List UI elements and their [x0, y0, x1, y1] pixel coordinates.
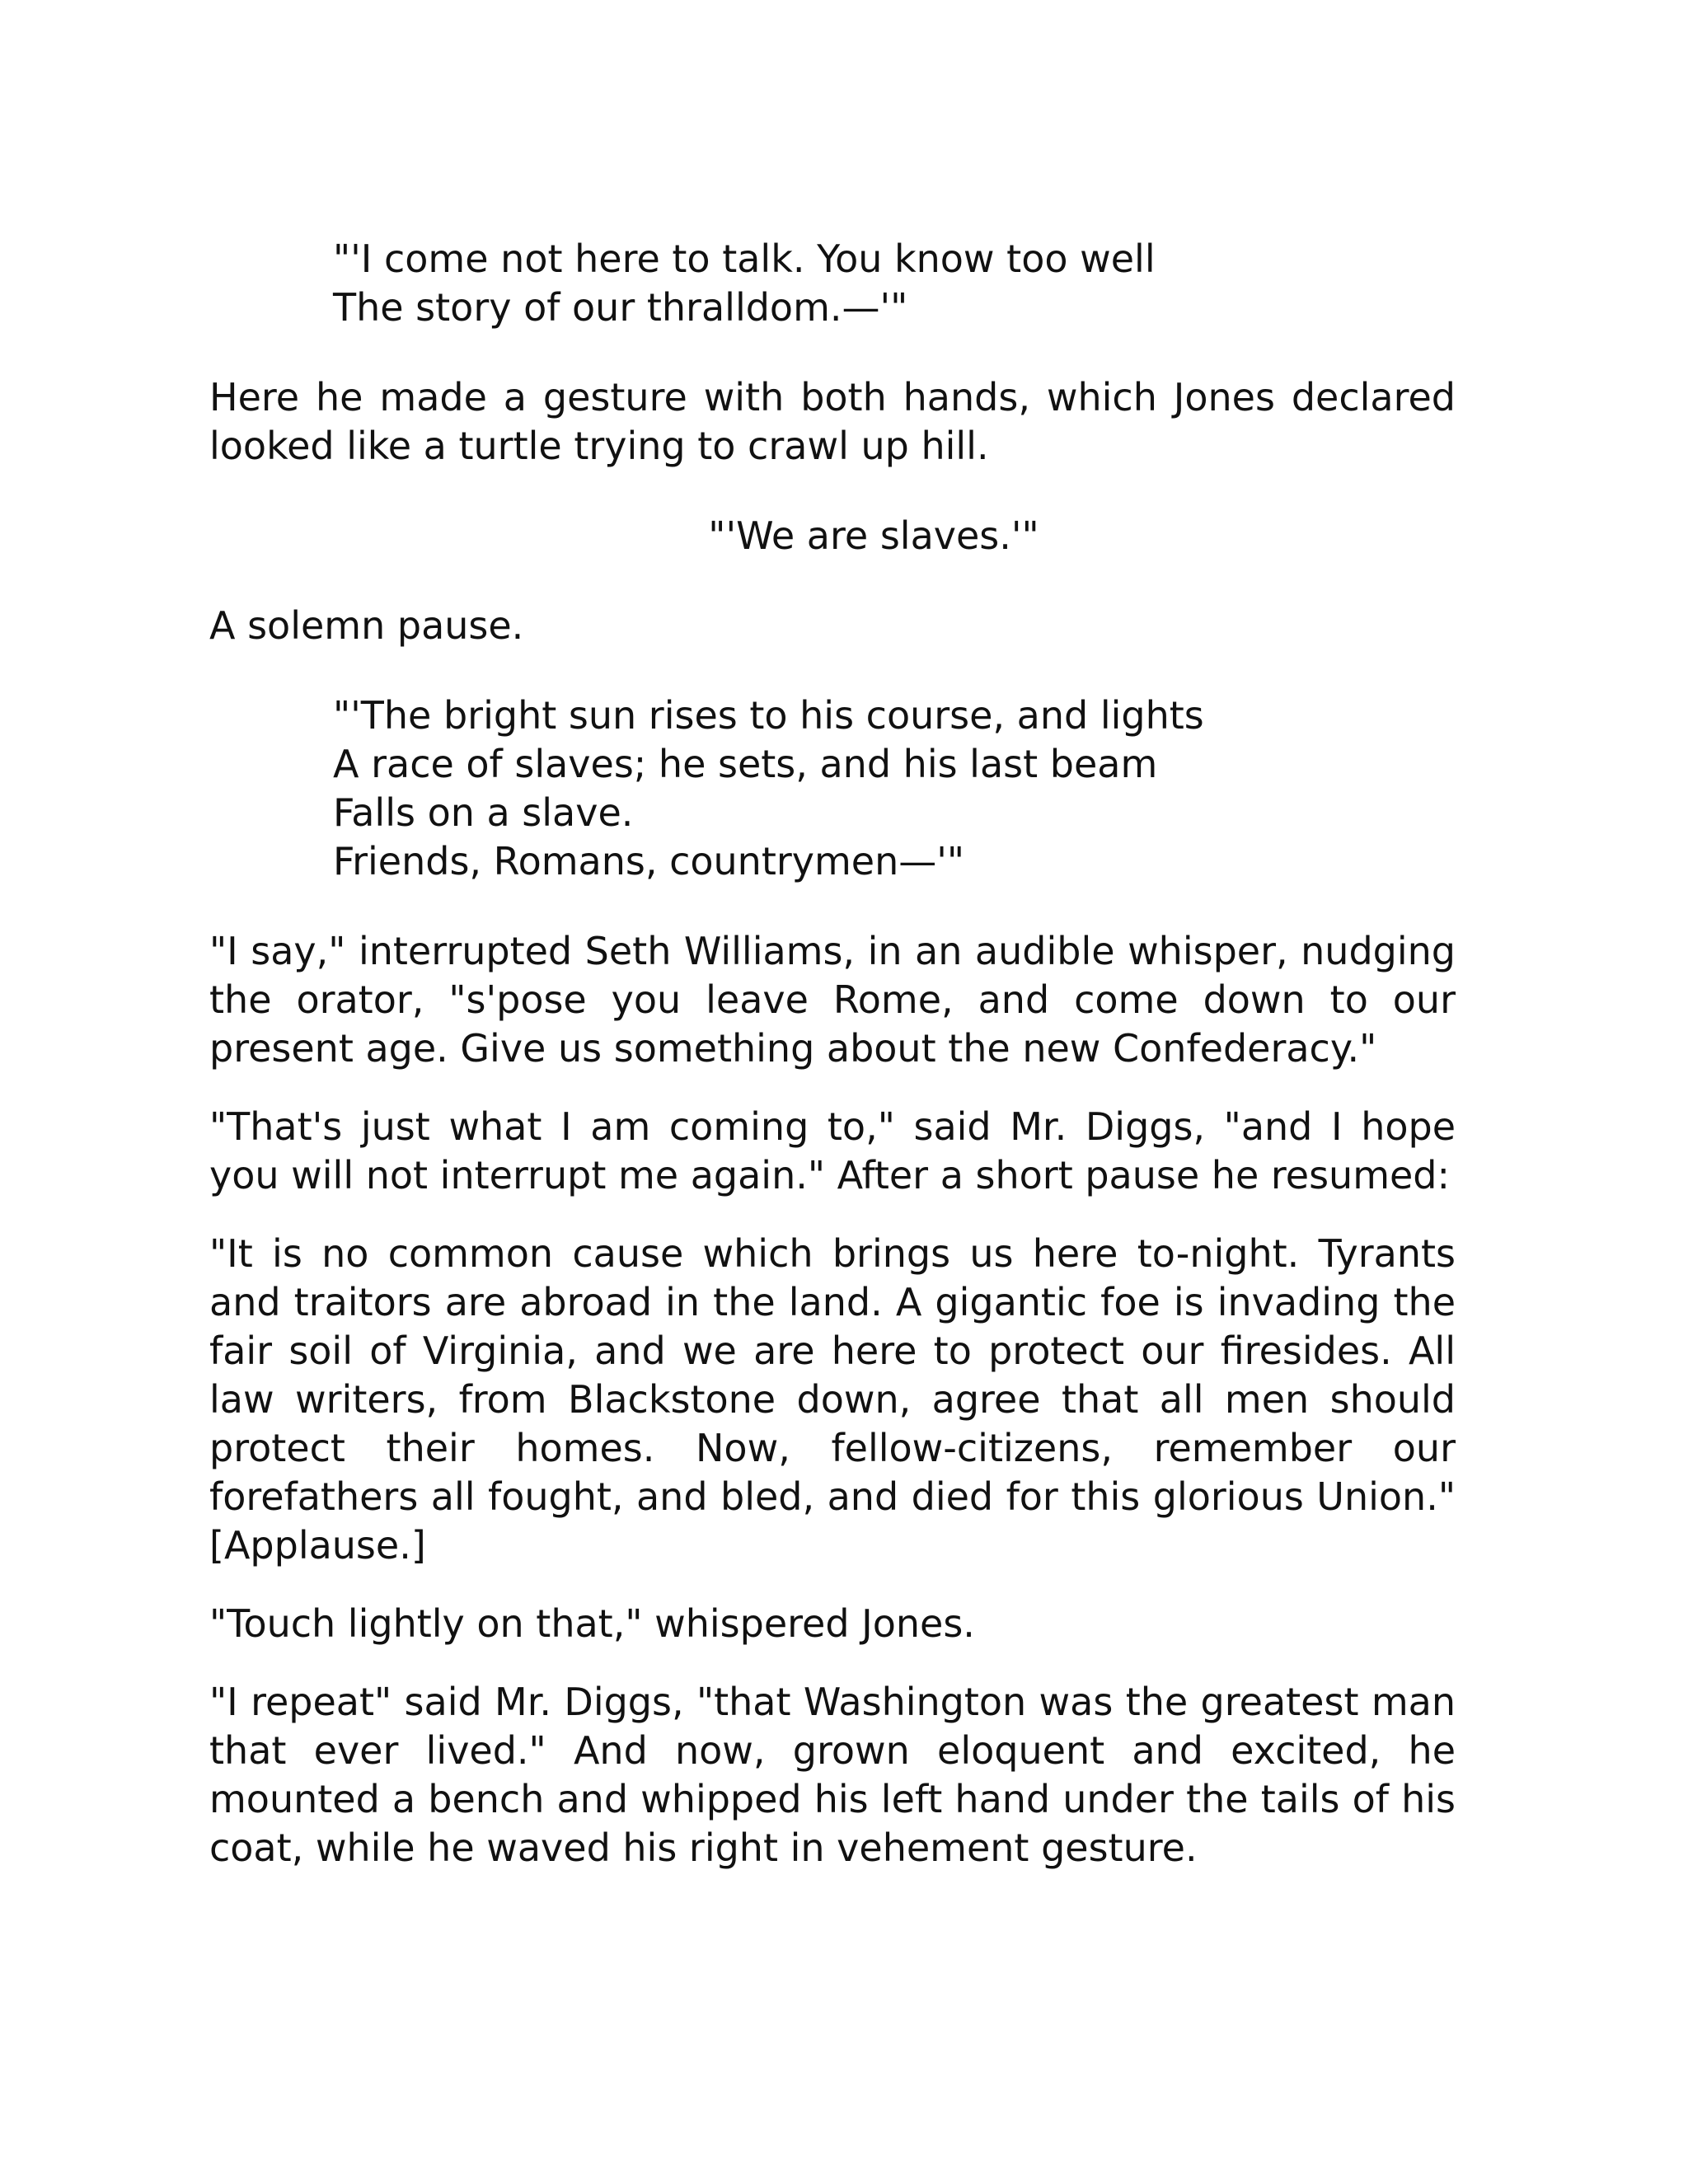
- verse-line: "'I come not here to talk. You know too well: [333, 237, 1156, 281]
- verse-quote-2: [333, 691, 1456, 886]
- paragraph-mr-diggs-reply: "That's just what I am coming to," said Mr. Diggs, "and I hope you will not interrupt me again." After a short pause he resumed:: [209, 1104, 1456, 1197]
- paragraph-gesture: Here he made a gesture with both hands, which Jones declared looked like a turtle trying to crawl up hill.: [209, 375, 1456, 468]
- verse-line: Falls on a slave.: [333, 790, 634, 835]
- verse-line: Friends, Romans, countrymen—'": [333, 839, 965, 883]
- paragraph-speech: "It is no common cause which brings us here to-night. Tyrants and traitors are abroad in the land. A gigantic foe is invading the fair soil of Virginia, and we are here to protect our firesides. All law writers, from Blackstone down, agree that all men should protect their homes. Now, fellow-citizens, remember our forefathers all fought, and bled, and died for this glorious Union." [Applause.]: [209, 1231, 1456, 1568]
- paragraph-solemn-pause: A solemn pause.: [209, 603, 524, 648]
- verse-line: "'The bright sun rises to his course, and lights: [333, 693, 1204, 738]
- paragraph-jones-whisper: "Touch lightly on that," whispered Jones.: [209, 1601, 975, 1646]
- paragraph-washington: "I repeat" said Mr. Diggs, "that Washington was the greatest man that ever lived." And now, grown eloquent and excited, he mounted a bench and whipped his left hand under the tails of his coat, while he waved his right in vehement gesture.: [209, 1680, 1456, 1870]
- document-page: [209, 235, 1456, 1902]
- verse-we-are-slaves: "'We are slaves.'": [708, 513, 1039, 558]
- verse-line: The story of our thralldom.—'": [333, 285, 908, 330]
- paragraph-seth-williams: "I say," interrupted Seth Williams, in an audible whisper, nudging the orator, "s'pose you leave Rome, and come down to our present age. Give us something about the new Confederacy.": [209, 929, 1456, 1071]
- verse-quote-1: [333, 235, 1456, 332]
- verse-line: A race of slaves; he sets, and his last beam: [333, 742, 1158, 786]
